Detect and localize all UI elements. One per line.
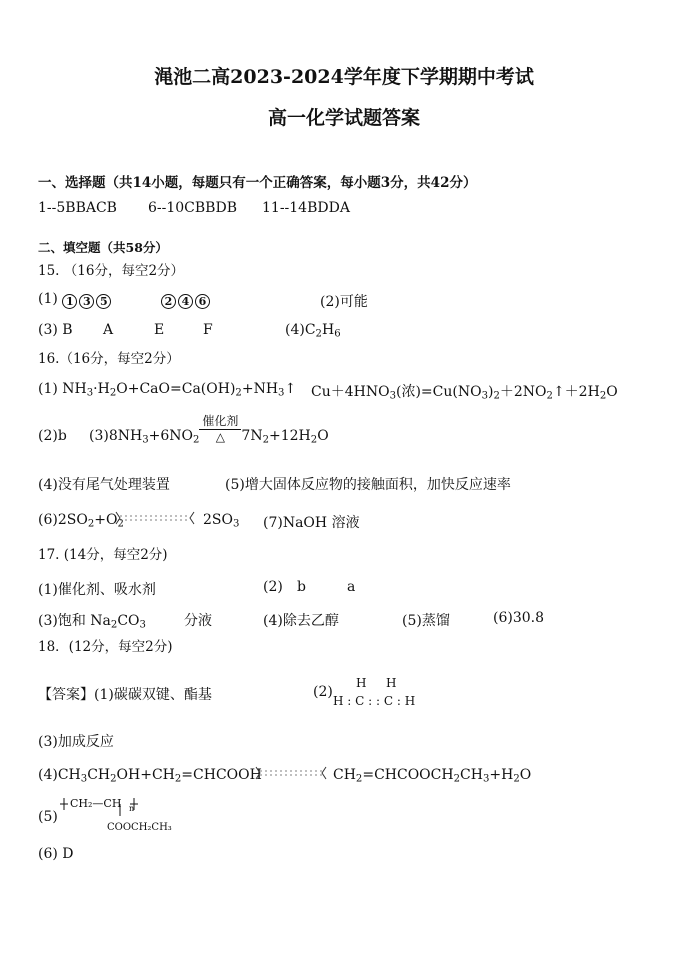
page-subtitle: 高一化学试题答案 (267, 107, 420, 129)
q17-part2-b: b (297, 579, 306, 595)
q15-part1-b (161, 291, 212, 309)
q16-part7: (7)NaOH 溶液 (263, 515, 360, 531)
page-title: 渑池二高2023-2024学年度下学期期中考试 (154, 66, 534, 88)
polymer-n: n (129, 804, 135, 813)
q16-part3: $(3)8NH_3+6NO_2$ 催化剂 △ $7N_2+12H_2O$ (89, 413, 329, 446)
q18-part1: 【答案】(1)碳碳双键、酯基 (38, 687, 212, 703)
q15-part3: (3) B (38, 322, 73, 338)
reaction-condition: 催化剂 △ (199, 414, 241, 443)
q15-heading: 15. （16分，每空2分） (38, 263, 185, 279)
circled-number: 2 (161, 294, 176, 309)
q17-part6: (6)30.8 (493, 610, 545, 626)
q17-heading: 17. (14分，每空2分) (38, 547, 168, 563)
mc-answers-2: 6--10CBBDB (148, 200, 237, 216)
q17-part1: (1)催化剂、吸水剂 (38, 582, 156, 598)
section1-heading: 一、选择题（共14小题，每题只有一个正确答案，每小题3分，共42分） (38, 175, 477, 191)
q17-part3-method: 分液 (184, 613, 212, 629)
q17-part4: (4)除去乙醇 (263, 613, 339, 629)
q17-part5: (5)蒸馏 (402, 613, 450, 629)
circled-number: 5 (96, 294, 111, 309)
q15-part4: $(4)C_2H_6$ (285, 322, 341, 340)
q16-part4: (4)没有尾气处理装置 (38, 477, 170, 493)
q17-part2: (2) (263, 579, 283, 595)
q15-part3-e: E (154, 322, 165, 338)
mc-answers-1: 1--5BBACB (38, 200, 117, 216)
q18-part6: (6) D (38, 846, 74, 862)
q16-heading: 16.（16分，每空2分） (38, 351, 180, 367)
q17-part3: (3)饱和 $Na_2CO_3$ (38, 613, 146, 631)
circled-number: 4 (178, 294, 193, 309)
circled-number: 3 (79, 294, 94, 309)
q18-part4: $(4)CH_3CH_2OH+CH_2=CHCOOH$ (38, 767, 262, 785)
q18-part2: (2) (313, 684, 333, 700)
q15-part2: (2)可能 (320, 294, 368, 310)
q16-eq2: $Cu+4HNO_3$(浓)$=Cu(NO_3)_2+2NO_2↑+2H_2O$ (311, 384, 618, 402)
q18-part3: (3)加成反应 (38, 734, 114, 750)
mc-answers-3: 11--14BDDA (262, 200, 350, 216)
reversible-arrow-icon (254, 763, 328, 783)
q18-heading: 18．(12分，每空2分) (38, 639, 173, 655)
circled-number: 1 (62, 294, 77, 309)
q18-part4-product: $CH_2=CHCOOCH_2CH_3+H_2O$ (333, 767, 532, 785)
q15-part1: (1) 1 3 5 (38, 291, 113, 309)
electron-formula-row: H : C : : C : H (333, 694, 416, 708)
circled-number: 6 (195, 294, 210, 309)
q15-part3-a: A (103, 322, 114, 338)
electron-formula-h-top-2: H (386, 676, 397, 690)
electron-formula-h-top-1: H (356, 676, 367, 690)
q16-part5: (5)增大固体反应物的接触面积，加快反应速率 (225, 477, 511, 493)
q16-part6-product: $2SO_3$ (203, 512, 240, 530)
polymer-backbone: CH₂—CH (70, 797, 122, 810)
q16-part6: $(6)2SO_2+O_2$ (38, 512, 124, 530)
q16-eq1: (1) $NH_3\cdot H_2O+CaO=Ca(OH)_2+NH_3↑$ (38, 381, 297, 399)
q17-part2-a: a (347, 579, 356, 595)
section2-heading: 二、填空题（共58分） (38, 240, 168, 255)
reversible-arrow-icon (114, 508, 196, 528)
q15-part3-f: F (203, 322, 213, 338)
polymer-side-chain: COOCH₂CH₃ (107, 822, 172, 833)
q16-part2: (2)b (38, 428, 67, 444)
q18-part5: (5) (38, 809, 58, 825)
